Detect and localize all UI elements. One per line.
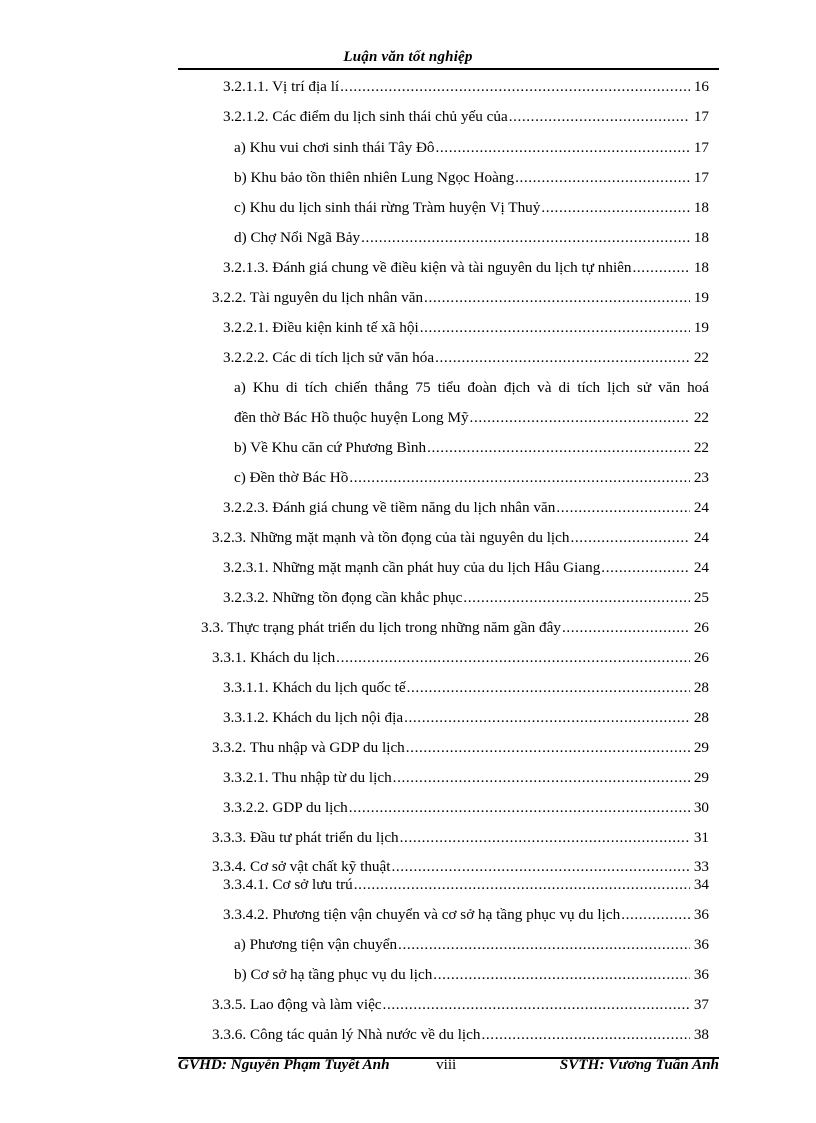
toc-entry[interactable]: 3.3.2. Thu nhập và GDP du lịch ..... 29 bbox=[212, 738, 709, 758]
toc-entry[interactable]: 3.2.3.1. Những mặt mạnh cần phát huy của du lịch Hâu Giang ..... 24 bbox=[223, 558, 709, 578]
toc-entry[interactable]: 3.3.2.1. Thu nhập từ du lịch ..... 29 bbox=[223, 768, 709, 788]
toc-entry[interactable]: 3.3.1.2. Khách du lịch nội địa ..... 28 bbox=[223, 708, 709, 728]
running-header-title: Luận văn tốt nghiệp bbox=[343, 49, 473, 65]
toc-entry[interactable]: 3.3.5. Lao động và làm việc ..... 37 bbox=[212, 995, 709, 1015]
footer-advisor: GVHD: Nguyễn Phạm Tuyết Anh bbox=[178, 1056, 390, 1073]
toc-entry[interactable]: 3.3.4.2. Phương tiện vận chuyển và cơ sở hạ tầng phục vụ du lịch ..... 36 bbox=[223, 905, 709, 925]
toc-entry[interactable]: b) Khu bảo tồn thiên nhiên Lung Ngọc Hoàng ..... 17 bbox=[234, 168, 709, 188]
toc-entry[interactable]: a) Khu vui chơi sinh thái Tây Đô ..... 17 bbox=[234, 138, 709, 158]
toc-entry[interactable]: 3.2.2.3. Đánh giá chung về tiềm năng du lịch nhân văn ..... 24 bbox=[223, 498, 709, 518]
toc-entry-continued[interactable]: a) Khu di tích chiến thắng 75 tiểu đoàn địch và di tích lịch sử văn hoá bbox=[234, 379, 709, 396]
toc-entry[interactable]: c) Khu du lịch sinh thái rừng Tràm huyện Vị Thuỷ ..... 18 bbox=[234, 198, 709, 218]
toc-entry[interactable]: 3.3.1. Khách du lịch ..... 26 bbox=[212, 648, 709, 668]
toc-entry[interactable]: 3.2.1.3. Đánh giá chung về điều kiện và tài nguyên du lịch tự nhiên ..... 18 bbox=[223, 258, 709, 278]
toc-entry[interactable]: 3.2.2. Tài nguyên du lịch nhân văn ..... 19 bbox=[212, 288, 709, 308]
toc-entry[interactable]: 3.3.4.1. Cơ sở lưu trú ..... 34 bbox=[223, 875, 709, 895]
toc-entry[interactable]: 3.2.1.2. Các điểm du lịch sinh thái chủ yếu của ..... 17 bbox=[223, 107, 709, 127]
toc-entry[interactable]: 3.3. Thực trạng phát triển du lịch trong những năm gần đây ..... 26 bbox=[201, 618, 709, 638]
toc-entry[interactable]: 3.2.3.2. Những tồn đọng cần khắc phục ..... 25 bbox=[223, 588, 709, 608]
toc-entry[interactable]: 3.3.1.1. Khách du lịch quốc tế ..... 28 bbox=[223, 678, 709, 698]
footer-page-number: viii bbox=[436, 1056, 457, 1073]
toc-entry[interactable]: 3.2.3. Những mặt mạnh và tồn đọng của tài nguyên du lịch ..... 24 bbox=[212, 528, 709, 548]
toc-entry[interactable]: a) Phương tiện vận chuyển ..... 36 bbox=[234, 935, 709, 955]
toc-entry[interactable]: b) Cơ sở hạ tầng phục vụ du lịch ..... 36 bbox=[234, 965, 709, 985]
toc-entry[interactable]: d) Chợ Nổi Ngã Bảy ..... 18 bbox=[234, 228, 709, 248]
toc-entry[interactable]: 3.2.1.1. Vị trí địa lí ..... 16 bbox=[223, 77, 709, 97]
toc-entry[interactable]: 3.3.4. Cơ sở vật chất kỹ thuật ..... 33 bbox=[212, 857, 709, 877]
toc-entry[interactable]: 3.3.3. Đầu tư phát triển du lịch ..... 31 bbox=[212, 828, 709, 848]
toc-entry[interactable]: 3.3.2.2. GDP du lịch ..... 30 bbox=[223, 798, 709, 818]
toc-entry[interactable]: c) Đền thờ Bác Hồ ..... 23 bbox=[234, 468, 709, 488]
toc-entry[interactable]: đền thờ Bác Hồ thuộc huyện Long Mỹ ..... 22 bbox=[234, 408, 709, 428]
footer-student: SVTH: Vương Tuấn Anh bbox=[559, 1056, 719, 1073]
toc-entry[interactable]: 3.3.6. Công tác quản lý Nhà nước về du lịch ..... 38 bbox=[212, 1025, 709, 1045]
toc-entry[interactable]: b) Về Khu căn cứ Phương Bình ..... 22 bbox=[234, 438, 709, 458]
header-rule bbox=[178, 68, 719, 70]
toc-entry[interactable]: 3.2.2.1. Điều kiện kinh tế xã hội ..... 19 bbox=[223, 318, 709, 338]
toc-entry[interactable]: 3.2.2.2. Các di tích lịch sử văn hóa ..... 22 bbox=[223, 348, 709, 368]
